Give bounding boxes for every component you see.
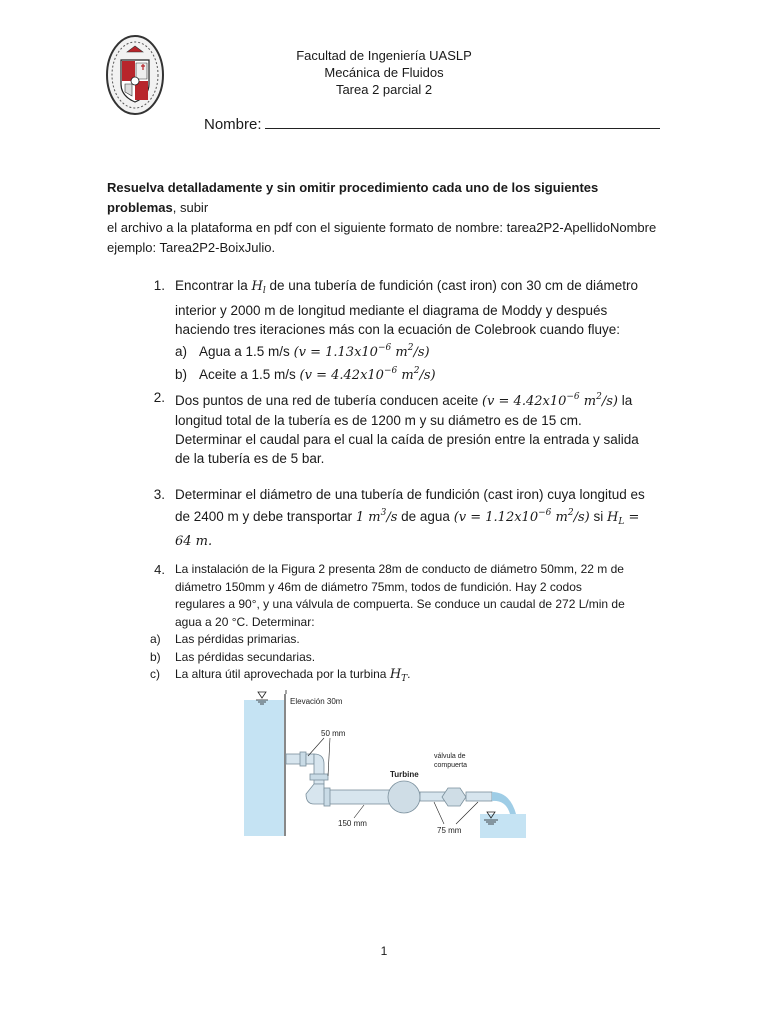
elevation-label: Elevación 30m bbox=[290, 697, 343, 706]
viscosity: ($v = 4.42x10^{-6}$ $m^2/s$) bbox=[481, 392, 618, 409]
text: Encontrar la bbox=[175, 278, 252, 293]
name-blank-line bbox=[265, 114, 660, 129]
figure-2-pipe-system bbox=[244, 688, 529, 840]
viscosity: ($v = 1.12x10^{-6}$ $m^2/s$) bbox=[453, 508, 590, 525]
valve-label: válvula de bbox=[434, 753, 466, 760]
text: de 2400 m y debe transportar bbox=[175, 509, 356, 524]
turbine-label: Turbine bbox=[390, 770, 419, 779]
text: la bbox=[617, 393, 633, 408]
instructions-line3: ejemplo: Tarea2P2-BoixJulio. bbox=[107, 240, 276, 255]
header-course: Mecánica de Fluidos bbox=[324, 65, 444, 80]
label-150mm: 150 mm bbox=[338, 819, 367, 828]
problem-number: 2. bbox=[153, 390, 165, 405]
hl-symbol: $H_l$ bbox=[251, 279, 266, 296]
valve-label-2: compuerta bbox=[434, 762, 468, 769]
text: Dos puntos de una red de tubería conducen aceite bbox=[175, 393, 482, 408]
problem-number: 3. bbox=[153, 487, 165, 502]
text: Determinar el caudal para el cual la caída de presión entre la entrada y salida bbox=[175, 432, 639, 447]
header-faculty: Facultad de Ingeniería UASLP bbox=[296, 48, 472, 63]
problem-number: 4. bbox=[154, 562, 165, 577]
hl-symbol: $H_L$ = bbox=[606, 510, 640, 527]
name-label: Nombre: bbox=[204, 116, 262, 133]
text: Determinar el diámetro de una tubería de fundición (cast iron) cuya longitud es bbox=[175, 487, 645, 502]
problem-number: 1. bbox=[153, 278, 165, 293]
text: 64 m. bbox=[175, 534, 213, 549]
text: agua a 20 °C. Determinar: bbox=[175, 614, 315, 629]
text: interior y 2000 m de longitud mediante el diagrama de Moddy y después bbox=[175, 303, 608, 318]
sub-item-b: b) Las pérdidas secundarias. bbox=[150, 649, 316, 664]
text: de una tubería de fundición (cast iron) con 30 cm de diámetro bbox=[265, 278, 638, 293]
sub-item-c: c) La altura útil aprovechada por la turbina $H_T$. bbox=[150, 667, 411, 684]
instructions-line2: el archivo a la plataforma en pdf con el siguiente formato de nombre: tarea2P2-ApellidoNombre bbox=[107, 220, 657, 235]
text: regulares a 90°, y una válvula de compuerta. Se conduce un caudal de 272 L/min de bbox=[175, 597, 625, 611]
label-75mm: 75 mm bbox=[437, 826, 462, 835]
text: diámetro 150mm y 46m de diámetro 75mm, todos de fundición. Hay 2 codos bbox=[175, 579, 582, 594]
sub-item-a: a) Las pérdidas primarias. bbox=[150, 632, 300, 646]
instructions-rest: , subir bbox=[172, 200, 209, 215]
page-number: 1 bbox=[380, 944, 388, 958]
text: La instalación de la Figura 2 presenta 28m de conducto de diámetro 50mm, 22 m de bbox=[175, 562, 624, 576]
text: longitud total de la tubería es de 1200 m y su diámetro es de 15 cm. bbox=[175, 413, 582, 428]
name-field[interactable] bbox=[204, 114, 660, 133]
text: de la tubería es de 5 bar. bbox=[175, 451, 325, 466]
header-assignment: Tarea 2 parcial 2 bbox=[335, 82, 433, 97]
instructions-bold: Resuelva detalladamente y sin omitir procedimiento cada uno de los siguientes problemas bbox=[107, 180, 599, 215]
flow-rate: 1 $m^3/s$ bbox=[355, 508, 398, 525]
sub-item-a: a) Agua a 1.5 m/s ($v = 1.13x10^{-6}$ $m^2/s$) bbox=[175, 343, 430, 360]
instructions bbox=[107, 178, 667, 258]
text: haciendo tres iteraciones más con la ecuación de Colebrook cuando fluye: bbox=[175, 322, 621, 337]
label-50mm: 50 mm bbox=[321, 729, 346, 738]
sub-item-b: b) Aceite a 1.5 m/s ($v = 4.42x10^{-6}$ $m^2/s$) bbox=[175, 366, 436, 383]
